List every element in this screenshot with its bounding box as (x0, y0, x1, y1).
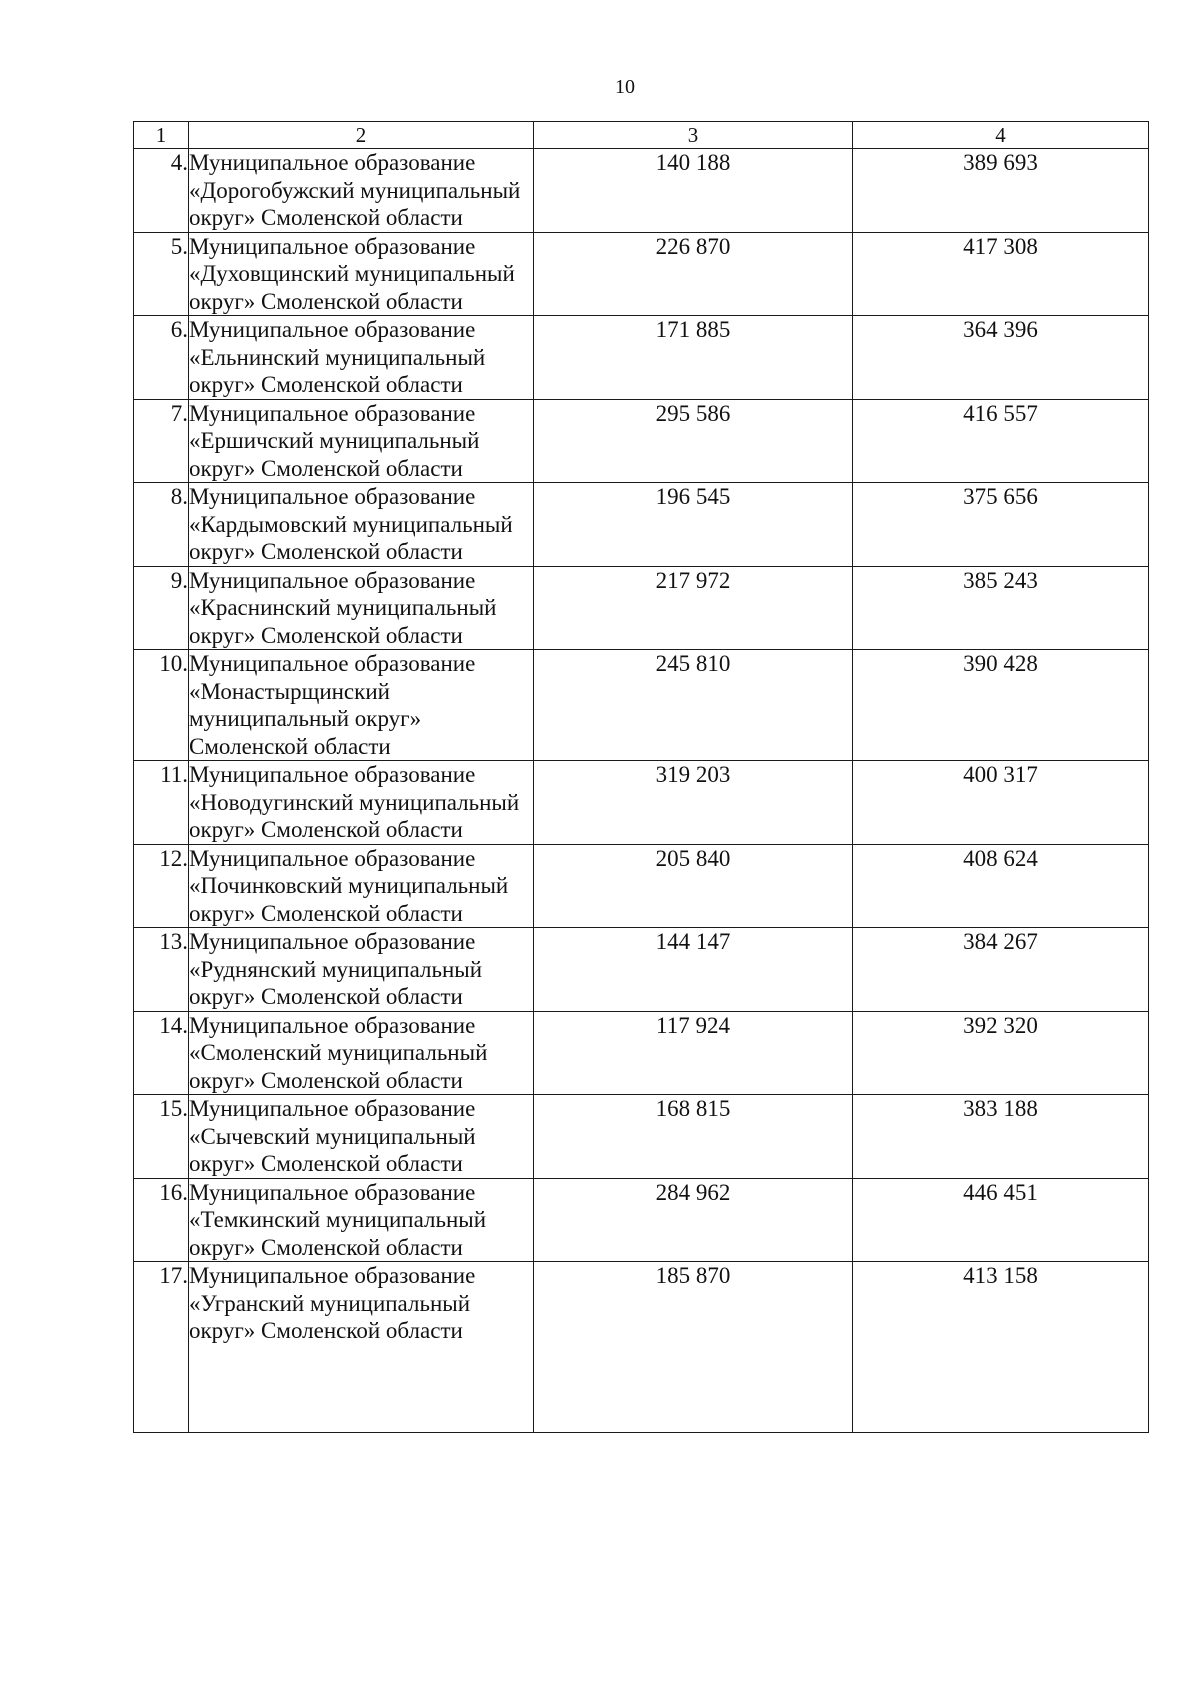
row-number: 16. (134, 1178, 189, 1262)
value-column-4: 446 451 (853, 1178, 1149, 1262)
entity-name: Муниципальное образование «Дорогобужский муниципальный округ» Смоленской области (189, 149, 534, 233)
value-column-3: 185 870 (534, 1262, 853, 1433)
value-column-3: 196 545 (534, 483, 853, 567)
column-header-4: 4 (853, 122, 1149, 149)
table-row (134, 650, 1149, 761)
value-column-4: 417 308 (853, 232, 1149, 316)
table-row (134, 316, 1149, 400)
value-column-4: 408 624 (853, 844, 1149, 928)
entity-name: Муниципальное образование «Починковский муниципальный округ» Смоленской области (189, 844, 534, 928)
value-column-3: 319 203 (534, 761, 853, 845)
value-column-3: 171 885 (534, 316, 853, 400)
row-number: 17. (134, 1262, 189, 1433)
value-column-3: 205 840 (534, 844, 853, 928)
entity-name: Муниципальное образование «Ельнинский муниципальный округ» Смоленской области (189, 316, 534, 400)
row-number: 10. (134, 650, 189, 761)
entity-name: Муниципальное образование «Ершичский муниципальный округ» Смоленской области (189, 399, 534, 483)
value-column-4: 392 320 (853, 1011, 1149, 1095)
table-row (134, 844, 1149, 928)
value-column-4: 389 693 (853, 149, 1149, 233)
value-column-3: 168 815 (534, 1095, 853, 1179)
entity-name: Муниципальное образование «Угранский муниципальный округ» Смоленской области (189, 1262, 534, 1433)
table-row (134, 483, 1149, 567)
data-table (133, 121, 1149, 1433)
column-header-2: 2 (189, 122, 534, 149)
value-column-3: 284 962 (534, 1178, 853, 1262)
table-row (134, 1011, 1149, 1095)
entity-name: Муниципальное образование «Духовщинский муниципальный округ» Смоленской области (189, 232, 534, 316)
row-number: 6. (134, 316, 189, 400)
row-number: 4. (134, 149, 189, 233)
row-number: 14. (134, 1011, 189, 1095)
entity-name: Муниципальное образование «Кардымовский муниципальный округ» Смоленской области (189, 483, 534, 567)
row-number: 15. (134, 1095, 189, 1179)
row-number: 12. (134, 844, 189, 928)
value-column-4: 416 557 (853, 399, 1149, 483)
row-number: 8. (134, 483, 189, 567)
value-column-3: 117 924 (534, 1011, 853, 1095)
table-row (134, 928, 1149, 1012)
value-column-4: 390 428 (853, 650, 1149, 761)
table-row (134, 1095, 1149, 1179)
entity-name: Муниципальное образование «Краснинский муниципальный округ» Смоленской области (189, 566, 534, 650)
entity-name: Муниципальное образование «Новодугинский муниципальный округ» Смоленской области (189, 761, 534, 845)
page-number: 10 (615, 76, 635, 98)
table-row (134, 761, 1149, 845)
table-row (134, 566, 1149, 650)
table-row (134, 232, 1149, 316)
value-column-4: 413 158 (853, 1262, 1149, 1433)
value-column-3: 140 188 (534, 149, 853, 233)
value-column-4: 400 317 (853, 761, 1149, 845)
row-number: 7. (134, 399, 189, 483)
table-row (134, 1262, 1149, 1433)
value-column-4: 384 267 (853, 928, 1149, 1012)
value-column-4: 364 396 (853, 316, 1149, 400)
column-header-1: 1 (134, 122, 189, 149)
value-column-3: 245 810 (534, 650, 853, 761)
value-column-4: 375 656 (853, 483, 1149, 567)
row-number: 5. (134, 232, 189, 316)
value-column-4: 385 243 (853, 566, 1149, 650)
row-number: 13. (134, 928, 189, 1012)
value-column-4: 383 188 (853, 1095, 1149, 1179)
row-number: 9. (134, 566, 189, 650)
value-column-3: 217 972 (534, 566, 853, 650)
value-column-3: 295 586 (534, 399, 853, 483)
value-column-3: 226 870 (534, 232, 853, 316)
header-row (134, 122, 1149, 149)
table-row (134, 1178, 1149, 1262)
entity-name: Муниципальное образование «Монастырщинский муниципальный округ» Смоленской области (189, 650, 534, 761)
table-row (134, 399, 1149, 483)
row-number: 11. (134, 761, 189, 845)
column-header-3: 3 (534, 122, 853, 149)
entity-name: Муниципальное образование «Темкинский муниципальный округ» Смоленской области (189, 1178, 534, 1262)
table-row (134, 149, 1149, 233)
entity-name: Муниципальное образование «Руднянский муниципальный округ» Смоленской области (189, 928, 534, 1012)
value-column-3: 144 147 (534, 928, 853, 1012)
entity-name: Муниципальное образование «Сычевский муниципальный округ» Смоленской области (189, 1095, 534, 1179)
entity-name: Муниципальное образование «Смоленский муниципальный округ» Смоленской области (189, 1011, 534, 1095)
